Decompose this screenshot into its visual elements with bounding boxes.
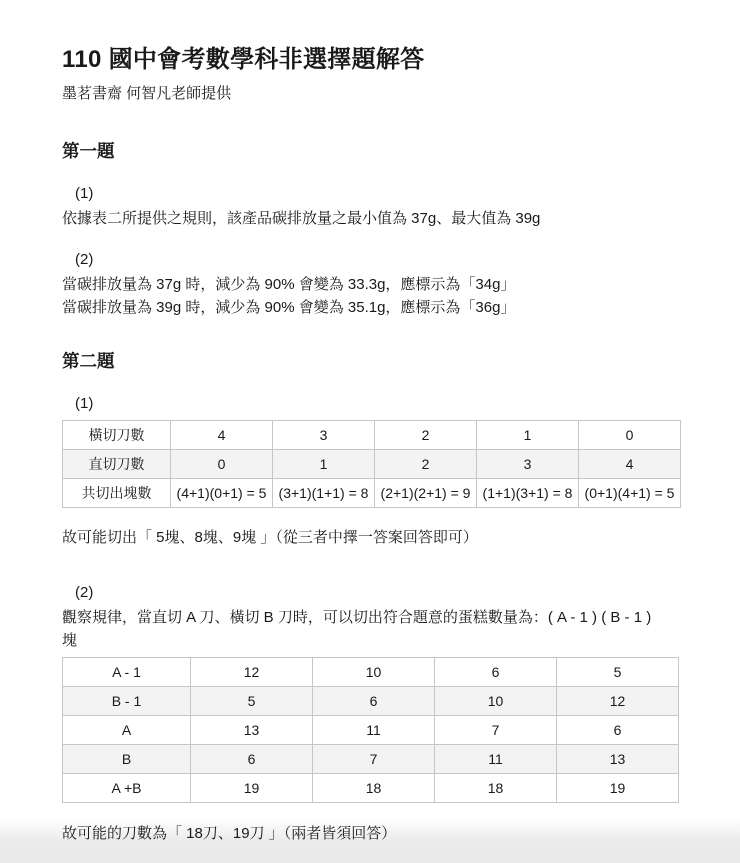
table-cell: 6 xyxy=(191,744,313,773)
table-cell: 0 xyxy=(171,449,273,478)
section2-part2-label: (2) xyxy=(75,583,94,601)
table-cell: (2+1)(2+1) = 9 xyxy=(375,478,477,507)
table-row-header: A +B xyxy=(63,773,191,802)
section2-heading: 第二題 xyxy=(62,351,115,372)
section1-heading: 第一題 xyxy=(62,141,115,162)
table-row xyxy=(63,715,679,744)
page-subtitle: 墨茗書齋 何智凡老師提供 xyxy=(62,85,232,103)
table-cell: (1+1)(3+1) = 8 xyxy=(477,478,579,507)
table-cell: 2 xyxy=(375,449,477,478)
page-title: 110 國中會考數學科非選擇題解答 xyxy=(62,46,425,73)
table-cell: 12 xyxy=(191,657,313,686)
table-cell: 18 xyxy=(435,773,557,802)
table-cell: 3 xyxy=(273,420,375,449)
table-row-header: A xyxy=(63,715,191,744)
table-cell: 11 xyxy=(313,715,435,744)
table-row xyxy=(63,420,681,449)
table-row xyxy=(63,773,679,802)
table-cell: 6 xyxy=(557,715,679,744)
section2-part2-text-line2: 塊 xyxy=(62,631,78,649)
table-cell: 7 xyxy=(435,715,557,744)
table-cell: (0+1)(4+1) = 5 xyxy=(579,478,681,507)
table-cell: 1 xyxy=(477,420,579,449)
table-row-header: A - 1 xyxy=(63,657,191,686)
table-cell: 10 xyxy=(435,686,557,715)
table-cell: 6 xyxy=(435,657,557,686)
table-row-header: 橫切刀數 xyxy=(63,420,171,449)
table-cell: 5 xyxy=(191,686,313,715)
table-cell: (3+1)(1+1) = 8 xyxy=(273,478,375,507)
cut-counts-table xyxy=(62,420,681,508)
table-cell: 0 xyxy=(579,420,681,449)
table-cell: 13 xyxy=(557,744,679,773)
table-row xyxy=(63,744,679,773)
section1-part1-text: 依據表二所提供之規則，該產品碳排放量之最小值為 37g、最大值為 39g xyxy=(62,210,541,228)
table-cell: 1 xyxy=(273,449,375,478)
section2-part1-label: (1) xyxy=(75,394,94,412)
table-cell: 11 xyxy=(435,744,557,773)
table-cell: 19 xyxy=(557,773,679,802)
table-row-header: B xyxy=(63,744,191,773)
table-cell: 4 xyxy=(171,420,273,449)
table-cell: 12 xyxy=(557,686,679,715)
table-cell: 5 xyxy=(557,657,679,686)
table-cell: 18 xyxy=(313,773,435,802)
table-cell: (4+1)(0+1) = 5 xyxy=(171,478,273,507)
table-cell: 4 xyxy=(579,449,681,478)
table-row xyxy=(63,478,681,507)
section2-part2-text-line1: 觀察規律，當直切 A 刀、橫切 B 刀時，可以切出符合題意的蛋糕數量為：( A - 1 ) ( B - 1 ) xyxy=(62,608,652,626)
table-cell: 2 xyxy=(375,420,477,449)
table-cell: 13 xyxy=(191,715,313,744)
table-row-header: B - 1 xyxy=(63,686,191,715)
table-cell: 7 xyxy=(313,744,435,773)
table-row-header: 直切刀數 xyxy=(63,449,171,478)
section1-part2-line1: 當碳排放量為 37g 時，減少為 90% 會變為 33.3g，應標示為「34g」 xyxy=(62,276,516,294)
section1-part2-line2: 當碳排放量為 39g 時，減少為 90% 會變為 35.1g，應標示為「36g」 xyxy=(62,299,516,317)
table-row xyxy=(63,449,681,478)
knife-counts-table xyxy=(62,657,679,803)
table-cell: 6 xyxy=(313,686,435,715)
table-cell: 10 xyxy=(313,657,435,686)
section1-part2-label: (2) xyxy=(75,251,94,269)
table-cell: 19 xyxy=(191,773,313,802)
section2-part1-conclusion: 故可能切出「 5塊、8塊、9塊 」（從三者中擇一答案回答即可） xyxy=(62,528,478,546)
section1-part1-label: (1) xyxy=(75,185,94,203)
section2-part2-conclusion: 故可能的刀數為「 18刀、19刀 」（兩者皆須回答） xyxy=(62,824,397,842)
table-row xyxy=(63,686,679,715)
table-row-header: 共切出塊數 xyxy=(63,478,171,507)
table-row xyxy=(63,657,679,686)
table-cell: 3 xyxy=(477,449,579,478)
